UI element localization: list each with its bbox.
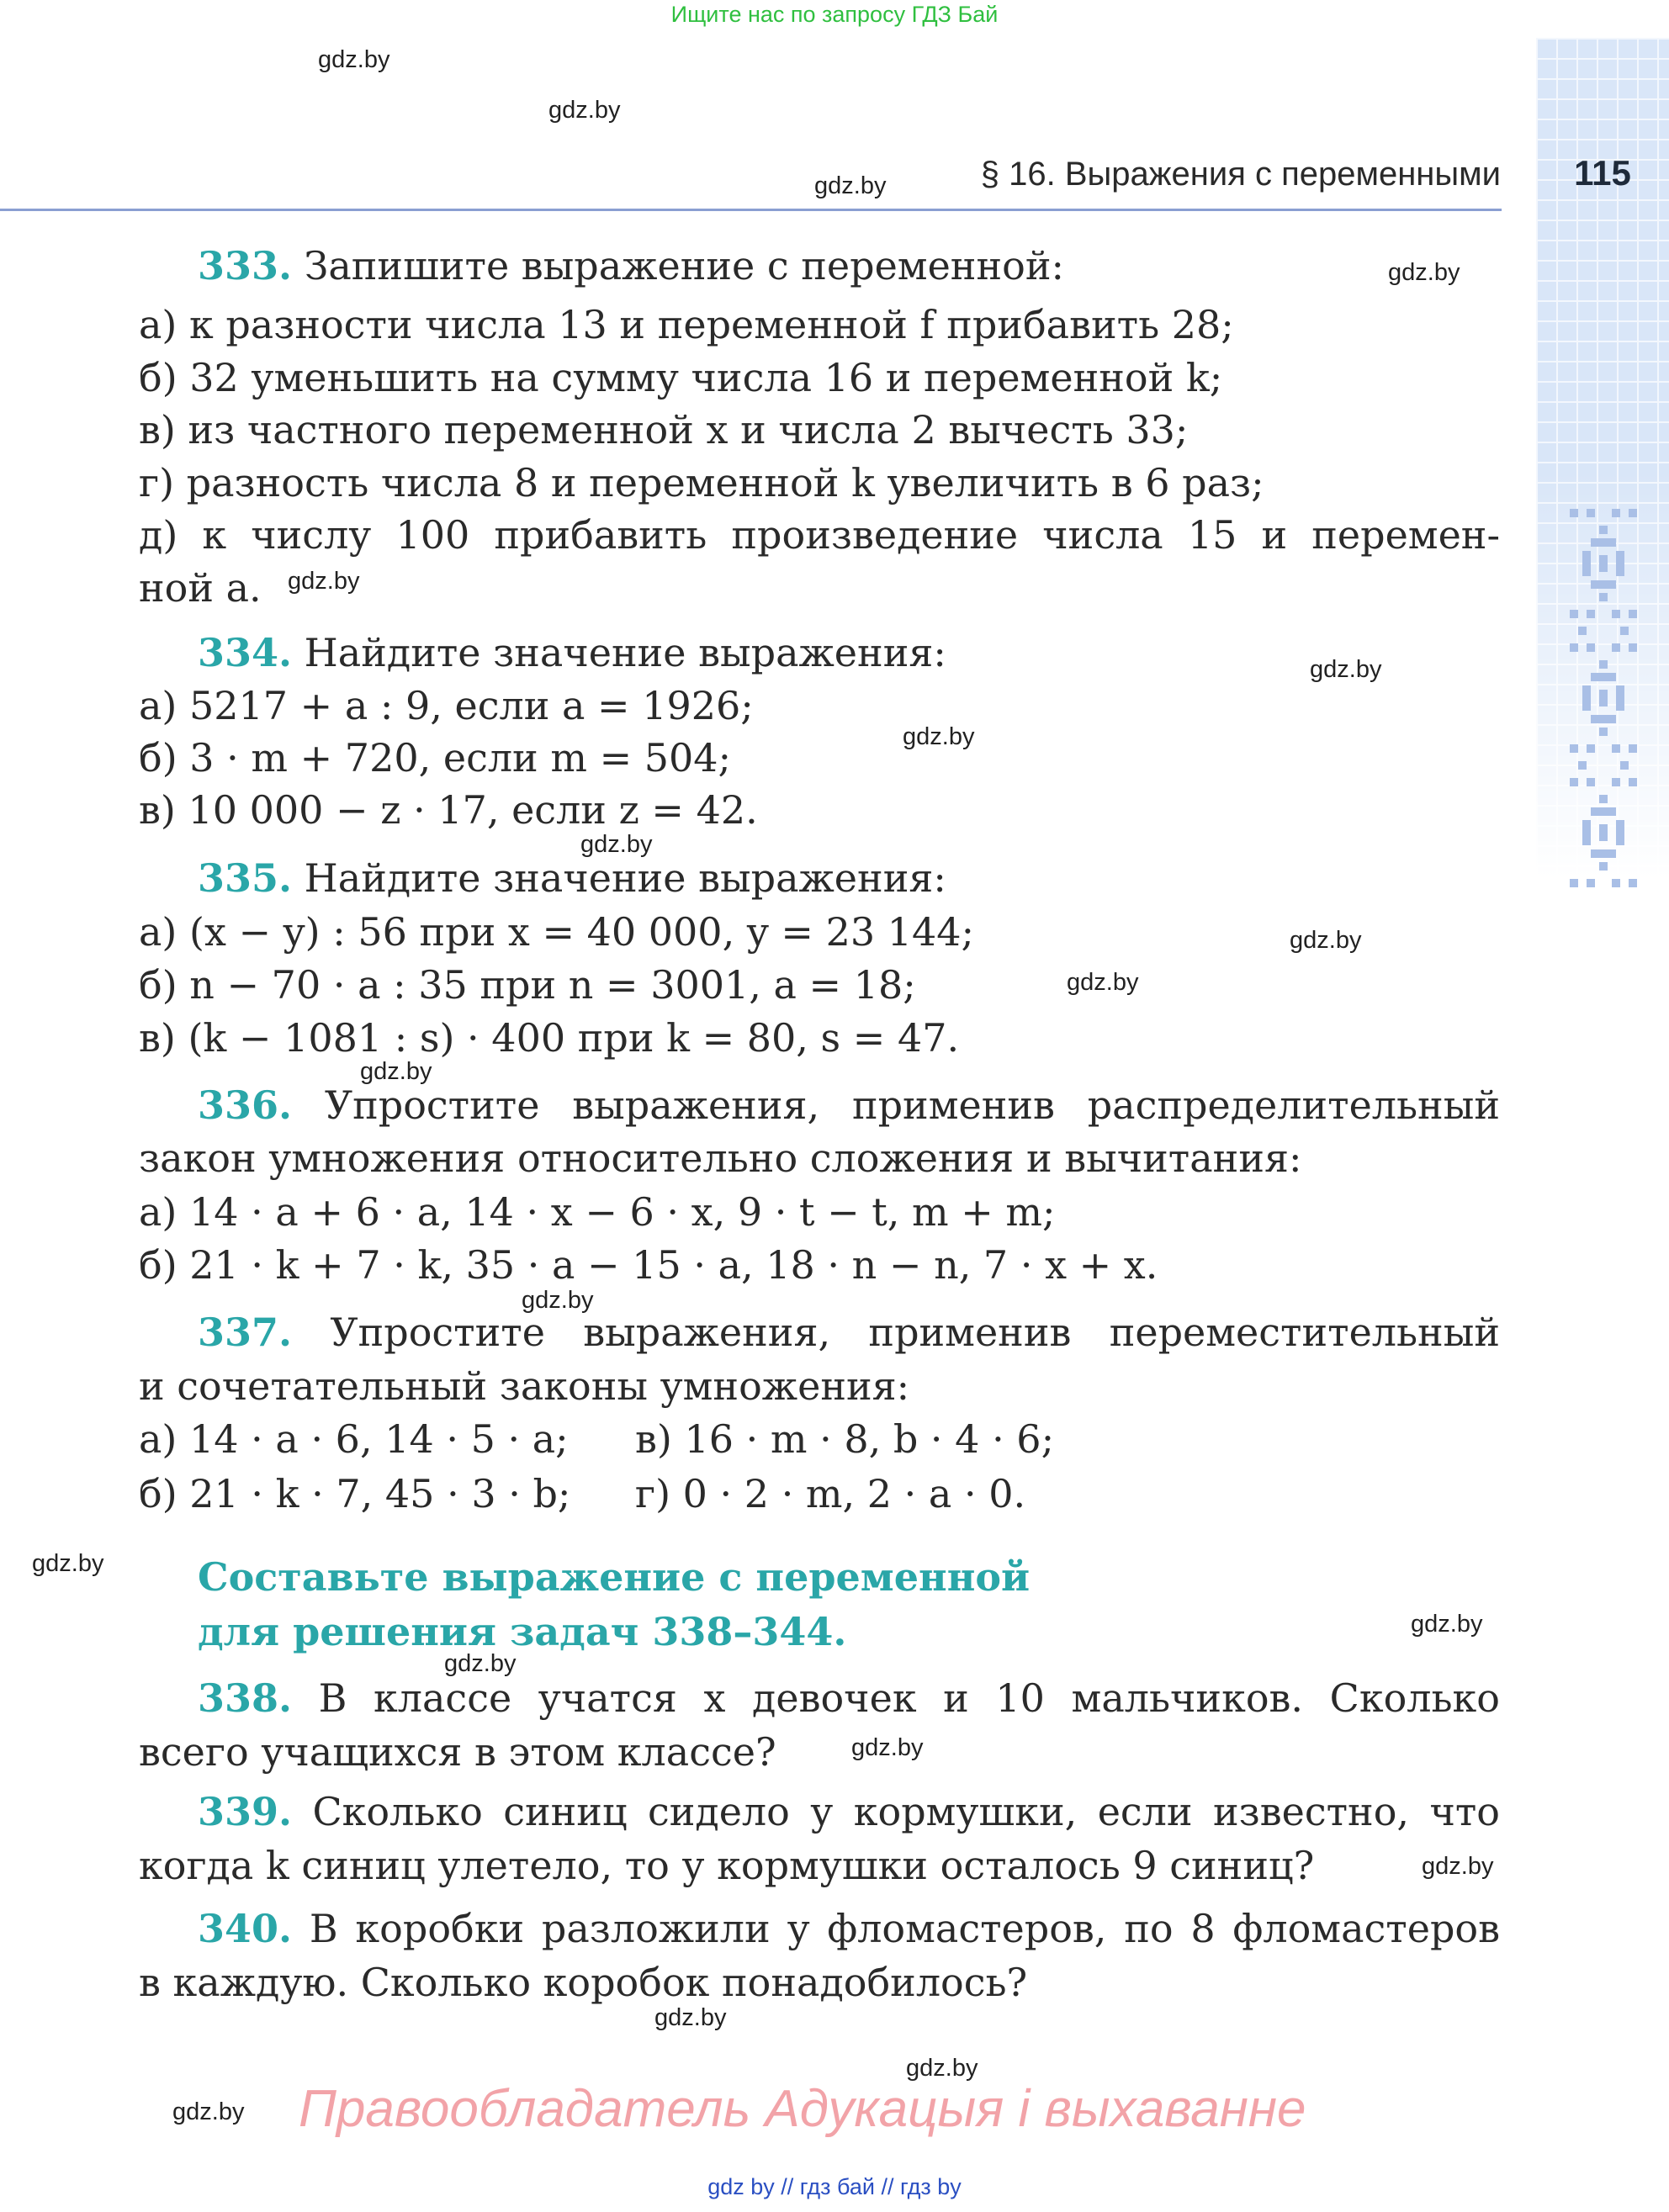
watermark: gdz.by (444, 1650, 517, 1677)
task-item: в каждую. Сколько коробок понадобилось? (139, 1960, 1028, 2005)
task-item: когда k синиц улетело, то у кормушки осталось 9 синиц? (139, 1843, 1315, 1888)
watermark: gdz.by (32, 1550, 104, 1577)
task-338-heading (139, 1672, 1500, 1724)
task-item: б) 21 · k + 7 · k, 35 · a − 15 · a, 18 · n − n, 7 · x + x. (139, 1242, 1158, 1288)
task-item: а) 5217 + a : 9, если a = 1926; (139, 683, 754, 728)
watermark: gdz.by (172, 2098, 245, 2125)
watermark: gdz.by (288, 568, 360, 595)
task-title: Найдите значение выражения: (292, 630, 946, 675)
task-333-heading (198, 240, 1064, 292)
watermark: gdz.by (1310, 656, 1382, 683)
watermark: gdz.by (360, 1058, 432, 1085)
task-title: Упростите выражения, применив переместительный (292, 1310, 1500, 1355)
task-item: всего учащихся в этом классе? (139, 1729, 776, 1775)
task-item: ной a. (139, 565, 262, 611)
watermark: gdz.by (903, 723, 975, 750)
watermark: gdz.by (851, 1734, 924, 1761)
section-heading: Составьте выражение с переменной (198, 1554, 1031, 1600)
header-rule (0, 209, 1502, 211)
task-number: 338. (198, 1675, 293, 1721)
task-item: д) к числу 100 прибавить произведение числа 15 и перемен- (139, 512, 1500, 558)
watermark: gdz.by (906, 2055, 978, 2082)
section-heading: для решения задач 338–344. (198, 1609, 847, 1654)
watermark: gdz.by (1411, 1611, 1483, 1638)
task-item: б) 3 · m + 720, если m = 504; (139, 735, 732, 781)
task-text: В коробки разложили y фломастеров, по 8 фломастеров (292, 1906, 1500, 1951)
task-337-heading (139, 1306, 1500, 1358)
task-text: Сколько синиц сидело у кормушки, если известно, что (292, 1789, 1500, 1834)
task-item: в) из частного переменной x и числа 2 вычесть 33; (139, 407, 1189, 452)
task-item: а) 14 · a · 6, 14 · 5 · a; (139, 1416, 569, 1462)
task-item: закон умножения относительно сложения и вычитания: (139, 1135, 1302, 1181)
task-number: 340. (198, 1906, 293, 1951)
task-title: Запишите выражение с переменной: (292, 243, 1064, 288)
watermark: gdz.by (548, 97, 621, 124)
task-number: 337. (198, 1310, 293, 1355)
task-number: 334. (198, 630, 293, 675)
section-title: § 16. Выражения с переменными (980, 156, 1501, 193)
watermark: gdz.by (1422, 1853, 1494, 1880)
copyright-notice: Правообладатель Адукацыя і выхаванне (299, 2080, 1306, 2138)
folk-ornament-icon (1570, 509, 1637, 896)
task-item: в) (k − 1081 : s) · 400 при k = 80, s = 47. (139, 1015, 960, 1061)
task-item: б) n − 70 · a : 35 при n = 3001, a = 18; (139, 962, 916, 1008)
task-336-heading (139, 1079, 1500, 1131)
task-340-heading (139, 1902, 1500, 1955)
task-number: 335. (198, 855, 293, 901)
task-item: в) 16 · m · 8, b · 4 · 6; (635, 1416, 1055, 1462)
watermark: gdz.by (1388, 259, 1460, 286)
watermark: gdz.by (814, 172, 887, 199)
task-item: г) 0 · 2 · m, 2 · a · 0. (635, 1471, 1026, 1516)
task-title: Упростите выражения, применив распределительный (292, 1082, 1500, 1128)
task-item: б) 32 уменьшить на сумму числа 16 и переменной k; (139, 355, 1223, 400)
task-text: В классе учатся x девочек и 10 мальчиков. Сколько (292, 1675, 1500, 1721)
watermark: gdz.by (318, 46, 390, 73)
task-item: а) 14 · a + 6 · a, 14 · x − 6 · x, 9 · t − t, m + m; (139, 1189, 1056, 1235)
task-number: 339. (198, 1789, 293, 1834)
watermark: gdz.by (1067, 969, 1139, 996)
task-item: б) 21 · k · 7, 45 · 3 · b; (139, 1471, 571, 1516)
task-339-heading (139, 1786, 1500, 1838)
task-item: в) 10 000 − z · 17, если z = 42. (139, 787, 758, 833)
watermark: gdz.by (654, 2004, 727, 2031)
task-item: г) разность числа 8 и переменной k увеличить в 6 раз; (139, 460, 1264, 505)
bottom-links[interactable]: gdz by // гдз бай // гдз by (707, 2174, 962, 2199)
task-number: 336. (198, 1082, 293, 1128)
top-search-link[interactable]: Ищите нас по запросу ГДЗ Бай (670, 2, 999, 27)
watermark: gdz.by (522, 1287, 594, 1314)
watermark: gdz.by (1290, 927, 1362, 954)
task-number: 333. (198, 243, 293, 288)
task-334-heading (198, 627, 946, 679)
task-item: а) к разности числа 13 и переменной f прибавить 28; (139, 302, 1234, 347)
watermark: gdz.by (580, 831, 653, 858)
task-item: а) (x − y) : 56 при x = 40 000, y = 23 144; (139, 909, 975, 955)
task-title: Найдите значение выражения: (292, 855, 946, 901)
task-item: и сочетательный законы умножения: (139, 1363, 910, 1409)
task-335-heading (198, 852, 946, 904)
page-number: 115 (1574, 153, 1631, 193)
